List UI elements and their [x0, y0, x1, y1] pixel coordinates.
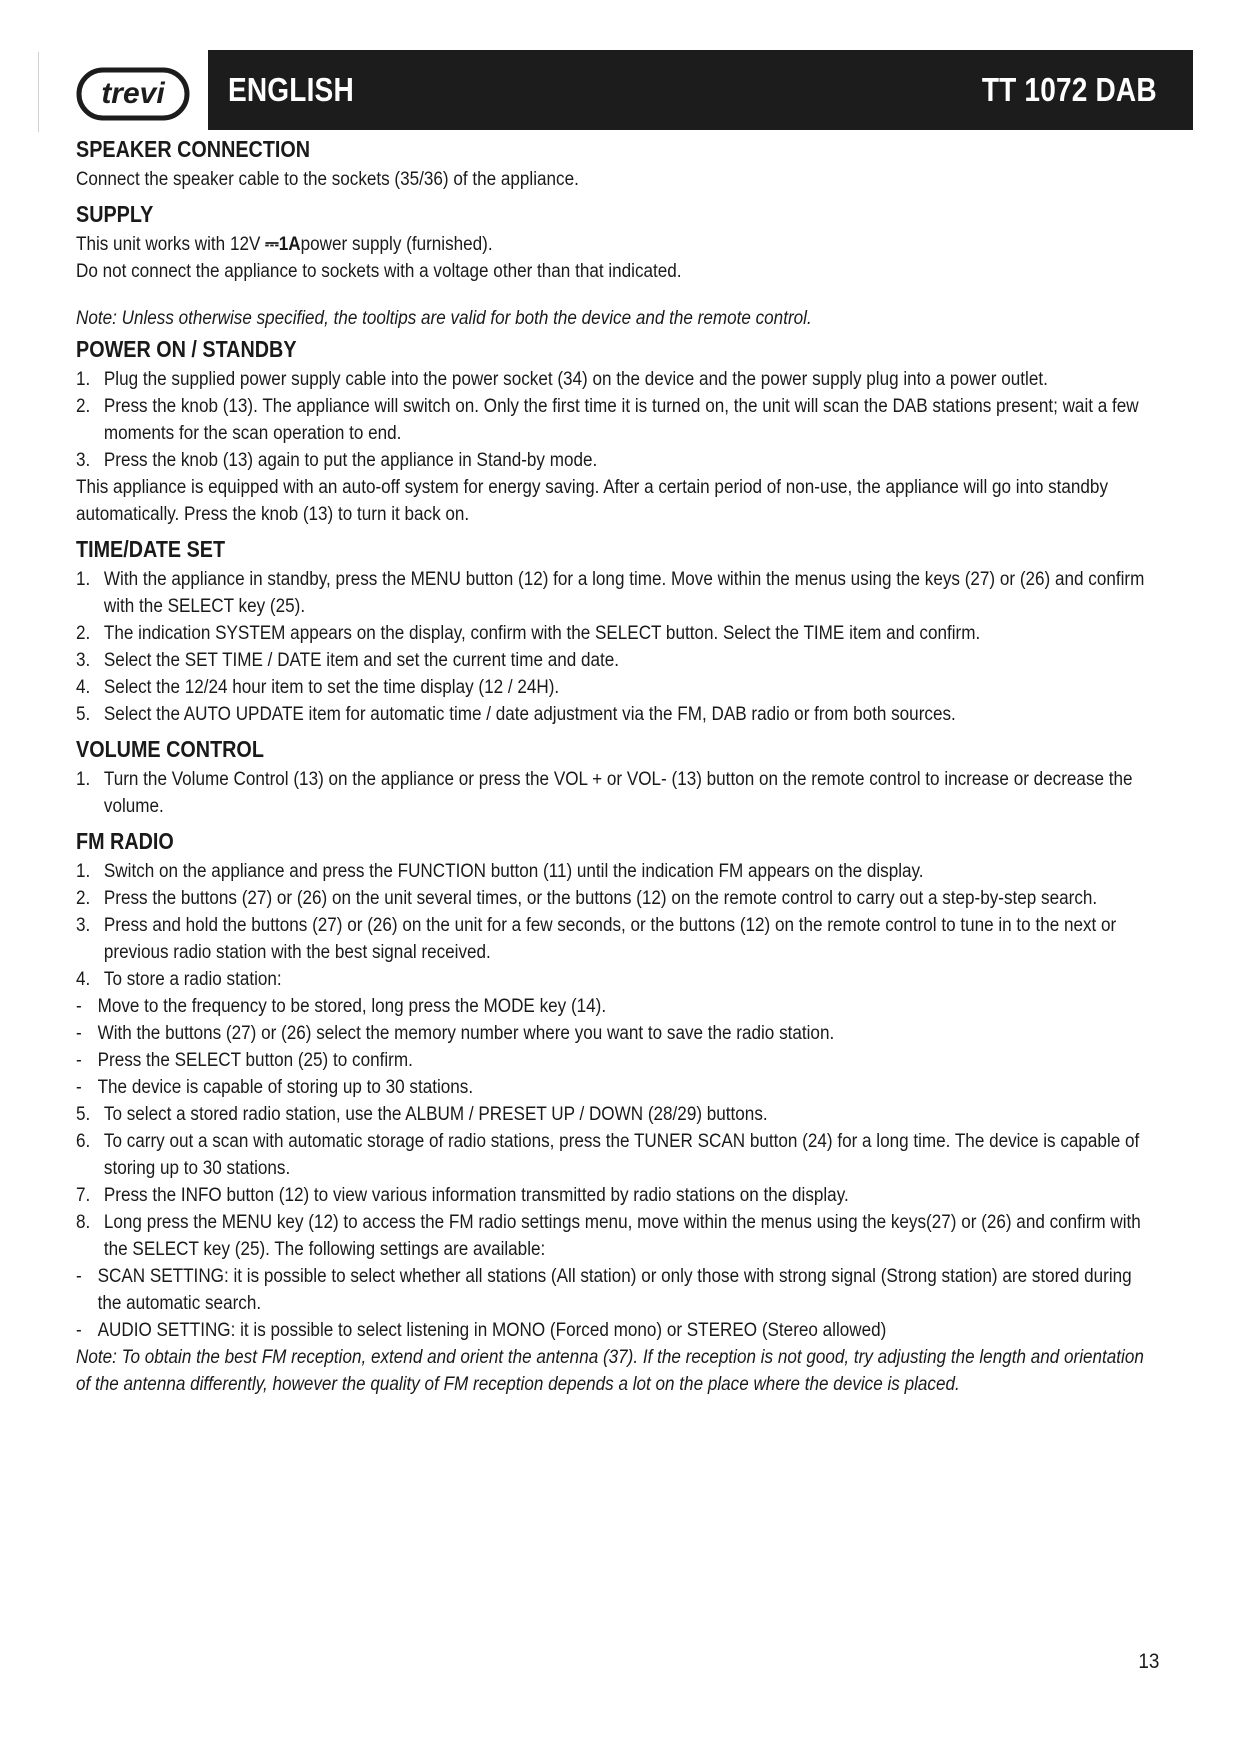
list-item: [76, 566, 1155, 620]
list-item-text: Press the SELECT button (25) to confirm.: [97, 1050, 413, 1071]
speaker-text: Connect the speaker cable to the sockets (35/36) of the appliance.: [76, 169, 579, 190]
list-item: [76, 1047, 1155, 1074]
list-item: [76, 647, 1155, 674]
list-item: [76, 1101, 1155, 1128]
list-item-text: The device is capable of storing up to 30 stations.: [97, 1077, 474, 1098]
list-item-text: Press the knob (13) again to put the appliance in Stand-by mode.: [103, 450, 598, 471]
list-item: [76, 1128, 1155, 1182]
list-item: [76, 766, 1155, 820]
list-marker: -: [76, 996, 82, 1017]
trevi-logo: [76, 67, 190, 121]
list-item: [76, 885, 1155, 912]
list-item: [76, 674, 1155, 701]
page-number: 13: [1137, 1650, 1159, 1673]
volume-list: [76, 766, 1156, 820]
list-item-text: To carry out a scan with automatic storage of radio stations, press the TUNER SCAN button (24) for a long time. The device is capable of storing up to 30 stations.: [103, 1131, 1140, 1179]
list-item-text: Long press the MENU key (12) to access the FM radio settings menu, move within the menus using the keys(27) or (26) and confirm with the SELECT key (25). The following settings are available:: [103, 1212, 1141, 1260]
list-item-text: The indication SYSTEM appears on the display, confirm with the SELECT button. Select the TIME item and confirm.: [103, 623, 981, 644]
time-list: [76, 566, 1156, 728]
list-item: [76, 1263, 1155, 1317]
list-marker: 2.: [76, 623, 91, 644]
section-title-power: POWER ON / STANDBY: [76, 336, 297, 362]
list-marker: -: [76, 1320, 82, 1341]
list-item-text: With the buttons (27) or (26) select the memory number where you want to save the radio station.: [97, 1023, 835, 1044]
list-item-text: Press the knob (13). The appliance will switch on. Only the first time it is turned on, the unit will scan the DAB stations present; wait a few moments for the scan operation to end.: [103, 396, 1139, 444]
section-title-speaker: SPEAKER CONNECTION: [76, 136, 311, 162]
list-marker: 5.: [76, 704, 91, 725]
list-marker: 5.: [76, 1104, 91, 1125]
list-item-text: To store a radio station:: [103, 969, 282, 990]
logo-text: trevi: [101, 77, 165, 110]
list-item-text: Plug the supplied power supply cable into the power socket (34) on the device and the power supply plug into a power outlet.: [103, 369, 1048, 390]
list-item-text: Press the INFO button (12) to view various information transmitted by radio stations on the display.: [103, 1185, 849, 1206]
list-marker: 1.: [76, 369, 91, 390]
margin-rule: [38, 52, 39, 132]
list-item: [76, 366, 1155, 393]
list-marker: 3.: [76, 650, 91, 671]
power-text: This appliance is equipped with an auto-off system for energy saving. After a certain period of non-use, the appliance will go into standby automatically. Press the knob (13) to turn it back on.: [76, 477, 1109, 525]
list-item-text: Move to the frequency to be stored, long press the MODE key (14).: [97, 996, 607, 1017]
section-title-fm: FM RADIO: [76, 828, 174, 854]
manual-content: [76, 132, 1156, 1398]
list-marker: -: [76, 1077, 82, 1098]
list-marker: -: [76, 1050, 82, 1071]
list-marker: 4.: [76, 969, 91, 990]
section-title-supply: SUPPLY: [76, 201, 154, 227]
list-item: [76, 1074, 1155, 1101]
list-item-text: Select the 12/24 hour item to set the time display (12 / 24H).: [103, 677, 560, 698]
dc-symbol-icon: ⎓1A: [265, 234, 301, 255]
list-item-text: Press the buttons (27) or (26) on the unit several times, or the buttons (12) on the remote control to carry out a step-by-step search.: [103, 888, 1098, 909]
list-marker: 1.: [76, 569, 91, 590]
list-marker: 6.: [76, 1131, 91, 1152]
note-tooltips: Note: Unless otherwise specified, the tooltips are valid for both the device and the remote control.: [76, 308, 812, 329]
fm-list: [76, 858, 1156, 1344]
list-item: [76, 1209, 1155, 1263]
list-item-text: Select the AUTO UPDATE item for automatic time / date adjustment via the FM, DAB radio or from both sources.: [103, 704, 956, 725]
list-item: [76, 1020, 1155, 1047]
list-marker: 2.: [76, 888, 91, 909]
list-marker: 1.: [76, 861, 91, 882]
list-item: [76, 1317, 1155, 1344]
list-item: [76, 447, 1155, 474]
list-marker: 7.: [76, 1185, 91, 1206]
model-label: TT 1072 DAB: [982, 71, 1157, 108]
section-title-volume: VOLUME CONTROL: [76, 736, 264, 762]
note-fm-reception: Note: To obtain the best FM reception, extend and orient the antenna (37). If the reception is not good, try adjusting the length and orientation of the antenna differently, however the quality of FM reception depends a lot on the place where the device is placed.: [76, 1347, 1144, 1395]
list-marker: -: [76, 1023, 82, 1044]
list-item: [76, 912, 1155, 966]
power-list: [76, 366, 1156, 474]
list-marker: 8.: [76, 1212, 91, 1233]
language-label: ENGLISH: [228, 71, 354, 108]
list-item-text: Turn the Volume Control (13) on the appliance or press the VOL + or VOL- (13) button on the remote control to increase or decrease the volume.: [103, 769, 1133, 817]
list-item: [76, 620, 1155, 647]
list-marker: 3.: [76, 915, 91, 936]
header-bar: [208, 50, 1193, 130]
supply-line-1: This unit works with 12V ⎓1Apower supply (furnished).: [76, 231, 1155, 258]
list-item: [76, 858, 1155, 885]
list-marker: 1.: [76, 769, 91, 790]
list-item-text: Switch on the appliance and press the FUNCTION button (11) until the indication FM appears on the display.: [103, 861, 924, 882]
list-item: [76, 993, 1155, 1020]
list-marker: -: [76, 1266, 82, 1287]
list-item-text: To select a stored radio station, use the ALBUM / PRESET UP / DOWN (28/29) buttons.: [103, 1104, 768, 1125]
section-title-time: TIME/DATE SET: [76, 536, 226, 562]
list-item: [76, 701, 1155, 728]
list-item-text: SCAN SETTING: it is possible to select whether all stations (All station) or only those with strong signal (Strong station) are stored during the automatic search.: [97, 1266, 1132, 1314]
list-marker: 3.: [76, 450, 91, 471]
list-marker: 4.: [76, 677, 91, 698]
list-item: [76, 1182, 1155, 1209]
list-item-text: AUDIO SETTING: it is possible to select listening in MONO (Forced mono) or STEREO (Stereo allowed): [97, 1320, 887, 1341]
list-item-text: Press and hold the buttons (27) or (26) on the unit for a few seconds, or the buttons (12) on the remote control to tune in to the next or previous radio station with the best signal received.: [103, 915, 1117, 963]
list-item-text: With the appliance in standby, press the MENU button (12) for a long time. Move within the menus using the keys (27) or (26) and confirm with the SELECT key (25).: [103, 569, 1145, 617]
supply-line-2: Do not connect the appliance to sockets with a voltage other than that indicated.: [76, 261, 682, 282]
list-item: [76, 393, 1155, 447]
list-item: [76, 966, 1155, 993]
list-marker: 2.: [76, 396, 91, 417]
list-item-text: Select the SET TIME / DATE item and set the current time and date.: [103, 650, 620, 671]
